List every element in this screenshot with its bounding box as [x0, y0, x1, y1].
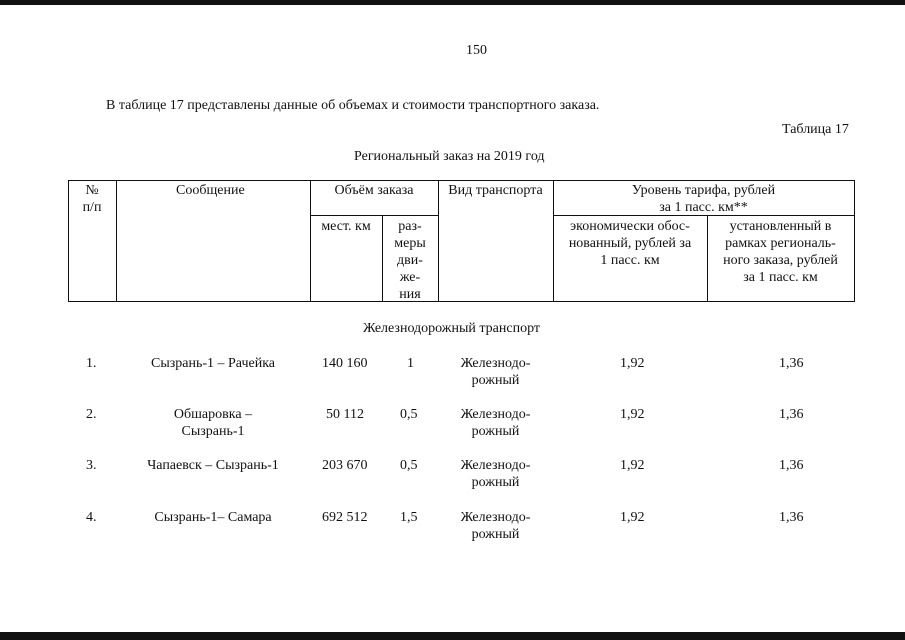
header-size-line: ния	[399, 287, 421, 302]
table-line	[68, 180, 854, 181]
table-line	[68, 301, 854, 302]
row-seat-km: 692 512	[322, 510, 368, 525]
row-type	[438, 406, 553, 440]
header-size-line: меры	[394, 236, 426, 251]
header-size-line: дви-	[397, 253, 423, 268]
header-size-line: же-	[399, 270, 421, 285]
intro-paragraph: В таблице 17 представлены данные об объемах и стоимости транспортного заказа.	[106, 98, 600, 113]
row-type-line: Железнодо-	[460, 407, 531, 422]
row-type-line: Железнодо-	[460, 458, 531, 473]
row-route-line: Сызрань-1 – Рачейка	[150, 356, 276, 371]
header-size	[382, 218, 438, 303]
header-economic-line: 1 пасс. км	[600, 253, 660, 268]
row-num: 4.	[86, 510, 97, 525]
row-established: 1,36	[779, 356, 804, 371]
top-border	[0, 0, 905, 5]
row-num: 3.	[86, 458, 97, 473]
row-established: 1,36	[779, 510, 804, 525]
row-size: 1	[407, 356, 414, 371]
row-economic: 1,92	[620, 407, 645, 422]
header-established	[707, 218, 854, 286]
header-tariff-line: за 1 пасс. км**	[659, 200, 748, 215]
header-established-line: за 1 пасс. км	[743, 270, 818, 285]
header-tariff-line: Уровень тарифа, рублей	[631, 183, 776, 198]
row-seat-km: 50 112	[326, 407, 364, 422]
header-established-line: установленный в	[729, 219, 832, 234]
row-type-line: Железнодо-	[460, 510, 531, 525]
row-economic: 1,92	[620, 510, 645, 525]
row-size: 0,5	[400, 458, 418, 473]
row-route-line: Сызрань-1	[181, 424, 245, 439]
header-economic-line: нованный, рублей за	[568, 236, 692, 251]
row-type-line: Железнодо-	[460, 356, 531, 371]
row-route	[116, 509, 310, 526]
bottom-border	[0, 632, 905, 640]
row-route	[116, 406, 310, 440]
header-size-line: раз-	[398, 219, 422, 234]
row-type	[438, 355, 553, 389]
row-type	[438, 457, 553, 491]
table-line	[310, 215, 438, 216]
header-economic-line: экономически обос-	[570, 219, 690, 234]
row-seat-km: 140 160	[322, 356, 368, 371]
header-volume: Объём заказа	[334, 183, 414, 198]
row-established: 1,36	[779, 407, 804, 422]
row-route	[116, 355, 310, 372]
row-seat-km: 203 670	[322, 458, 368, 473]
header-seat-km: мест. км	[321, 219, 371, 234]
row-economic: 1,92	[620, 458, 645, 473]
header-economic	[553, 218, 707, 269]
header-num-line: №	[85, 183, 99, 198]
row-type-line: рожный	[471, 475, 520, 490]
row-size: 1,5	[400, 510, 418, 525]
row-economic: 1,92	[620, 356, 645, 371]
section-title: Железнодорожный транспорт	[363, 321, 541, 336]
header-num-line: п/п	[82, 200, 102, 215]
header-established-line: ного заказа, рублей	[723, 253, 838, 268]
row-route-line: Чапаевск – Сызрань-1	[147, 458, 279, 473]
row-type-line: рожный	[471, 527, 520, 542]
table-label: Таблица 17	[782, 122, 849, 137]
row-type-line: рожный	[471, 424, 520, 439]
row-num: 1.	[86, 356, 97, 371]
header-message: Сообщение	[176, 183, 245, 198]
row-established: 1,36	[779, 458, 804, 473]
row-route	[116, 457, 310, 474]
header-num	[68, 182, 116, 216]
row-num: 2.	[86, 407, 97, 422]
header-transport-type: Вид транспорта	[448, 183, 543, 198]
header-tariff	[553, 182, 854, 216]
page-number: 150	[466, 43, 487, 58]
row-type-line: рожный	[471, 373, 520, 388]
table-title: Региональный заказ на 2019 год	[354, 149, 545, 164]
row-type	[438, 509, 553, 543]
row-route-line: Сызрань-1– Самара	[154, 510, 272, 525]
row-size: 0,5	[400, 407, 418, 422]
header-established-line: рамках региональ-	[725, 236, 836, 251]
table-line	[854, 180, 855, 302]
row-route-line: Обшаровка –	[173, 407, 253, 422]
